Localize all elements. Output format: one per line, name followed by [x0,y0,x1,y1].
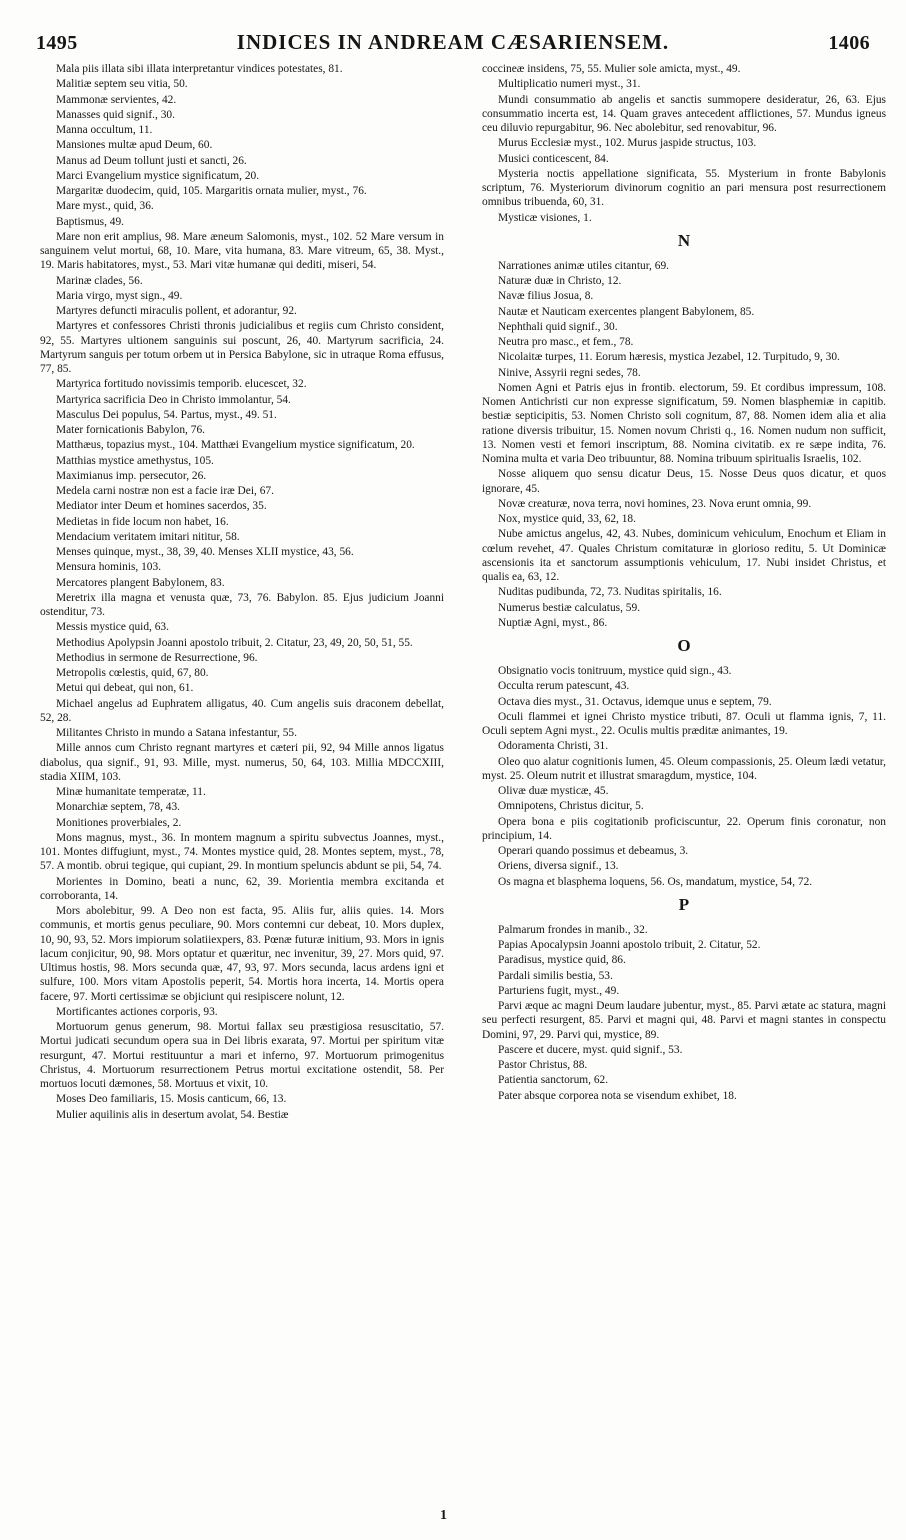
index-entry: Medela carni nostræ non est a facie iræ Dei, 67. [56,485,274,497]
index-entry: Nosse aliquem quo sensu dicatur Deus, 15. Nosse Deus quos dicatur, et quos ignorare, 45. [482,468,886,495]
index-entry: Manus ad Deum tollunt justi et sancti, 26. [56,154,247,167]
index-entry: Marci Evangelium mystice significatum, 20. [56,169,260,182]
index-entry: Nube amictus angelus, 42, 43. Nubes, dominicum vehiculum, Enochum et Eliam in cœlum revehet, 47. Quales Christum comitaturæ in glorioso reditu, 5. Ut Dominicæ ascensionis ita et sanctorum assumptionis vehiculum, 17. Nubi insidet Christus, et qualis ea, 63, 12. [482,528,886,583]
index-entry: Mala piis illata sibi illata interpretantur vindices potestates, 81. [56,63,343,75]
index-entry: Menses quinque, myst., 38, 39, 40. Menses XLII mystice, 43, 56. [56,546,354,558]
index-entry: Nicolaitæ turpes, 11. Eorum hæresis, mystica Jezabel, 12. Turpitudo, 9, 30. [498,351,840,364]
index-entry: Papias Apocalypsin Joanni apostolo tribuit, 2. Citatur, 52. [498,939,761,951]
index-entry: Navæ filius Josua, 8. [498,290,594,303]
index-entry: Mundi consummatio ab angelis et sanctis summopere desideratur, 26, 63. Ejus consummatio incerta est, 14. Quam graves antecedent afflictiones, 57. Mundus igneus ceu diluvio repurgabitur, 96. Nec abolebitur, sed renovabitur, 96. [482,93,886,134]
index-entry: Ninive, Assyrii regni sedes, 78. [498,366,641,379]
index-entry: Operari quando possimus et debeamus, 3. [498,845,689,857]
index-entry: Parturiens fugit, myst., 49. [498,984,620,997]
index-entry: Nox, mystice quid, 33, 62, 18. [498,513,636,525]
index-entry: Pascere et ducere, myst. quid signif., 53. [498,1043,683,1056]
index-entry: Mare non erit amplius, 98. Mare æneum Salomonis, myst., 102. 52 Mare versum in sanguinem velut mortui, 68, 10. Mare, vita humana, 83. Mare vitreum, 65, 38. Myst., 19. Maris habitatores, myst., 53. Mari vitæ humanæ qui dediti, miseri, 54. [40,230,444,272]
index-entry: Patientia sanctorum, 62. [498,1074,609,1087]
index-entry: Meretrix illa magna et venusta quæ, 73, 76. Babylon. 85. Ejus judicium Joanni ostenditur, 73. [40,591,444,618]
index-entry: Mare myst., quid, 36. [56,200,154,213]
index-entry: Manna occultum, 11. [56,124,153,136]
index-entry: Mille annos cum Christo regnant martyres et cæteri pii, 92, 94 Mille annos ligatus diabolus, qua signif., 91, 93. Mille, myst. numerus, 50, 64, 103. Millia MDCCXIII, stadia XIIM, 103. [40,742,444,783]
index-entry: Paradisus, mystice quid, 86. [498,954,626,967]
index-entry: Mons magnus, myst., 36. In montem magnum a spiritu subvectus Joannes, myst., 101. Montes diffugiunt, myst., 74. Montes mystice quid, 28. Montes septem, myst., 78, 57. A montib. obrui tegique, qui cupiant, 29. In montium speluncis abdunt se pii, 54, 74. [40,831,444,873]
index-entry: Mortificantes actiones corporis, 93. [56,1005,218,1018]
index-entry: Palmarum frondes in manib., 32. [498,923,648,936]
section-letter: P [678,894,690,914]
index-entry: Moses Deo familiaris, 15. Mosis canticum, 66, 13. [56,1093,287,1106]
index-entry: Naturæ duæ in Christo, 12. [498,275,622,287]
index-entry: Messis mystice quid, 63. [56,621,169,634]
index-entry: Mysteria noctis appellatione significata, 55. Mysterium in fronte Babylonis scriptum, 76. Mysteriorum divinorum cognitio an pari mensura post resurrectionem omnibus tribuenda, 60, 31. [482,167,886,209]
index-entry: Mensura hominis, 103. [56,561,162,574]
index-entry: Numerus bestiæ calculatus, 59. [498,601,641,614]
index-entry: Monitiones proverbiales, 2. [56,816,182,829]
index-entry: Mendacium veritatem imitari nititur, 58. [56,530,240,543]
index-entry: Nautæ et Nauticam exercentes plangent Babylonem, 85. [498,305,755,318]
right-column [482,62,886,1104]
index-entry: Manasses quid signif., 30. [56,108,175,121]
index-entry: Margaritæ duodecim, quid, 105. Margaritis ornata mulier, myst., 76. [56,185,367,197]
index-entry: Pardali similis bestia, 53. [498,969,613,982]
index-entry: Maria virgo, myst sign., 49. [56,289,183,302]
index-entry: Omnipotens, Christus dicitur, 5. [498,800,644,813]
index-entry: Minæ humanitate temperatæ, 11. [56,786,206,798]
index-entry-continued: coccineæ insidens, 75, 55. Mulier sole amicta, myst., 49. [482,63,741,75]
page-header [36,28,870,62]
index-entry: Oleo quo alatur cognitionis lumen, 45. Oleum compassionis, 25. Oleum lædi vetatur, myst. 25. Oleum nutrit et illustrat smaragdum, mystice, 104. [482,755,886,782]
index-entry: Matthias mystice amethystus, 105. [56,454,214,467]
index-entry: Oriens, diversa signif., 13. [498,860,619,873]
index-entry: Methodius in sermone de Resurrectione, 96. [56,651,258,664]
index-entry: Mortuorum genus generum, 98. Mortui fallax seu præstigiosa resuscitatio, 57. Mortui judicati secundum opera sua in Dei libris exarata, 97. Mortui per spiritum vitæ resurgunt, 47. Mortui restituuntur a mari et inferno, 97. Mortuorum primogenitus Christus, 4. Mortuorum resurrectionem Petrus mortui excitatione ostendit, 58. Per mortuos locuti dæmones, 58. Mortuus et vixit, 10. [40,1021,444,1090]
section-letter: O [677,636,691,655]
index-entry: Metui qui debeat, qui non, 61. [56,682,194,695]
index-entry: Morientes in Domino, beati a nunc, 62, 39. Morientia membra excitanda et corroboranta, 14. [40,875,444,902]
index-entry: Martyrica fortitudo novissimis temporib. elucescet, 32. [56,378,307,391]
footer-mark: 1 [440,1508,447,1523]
index-entry: Musici conticescent, 84. [498,152,609,165]
index-entry: Octava dies myst., 31. Octavus, idemque unus e septem, 79. [498,695,772,708]
index-entry: Mercatores plangent Babylonem, 83. [56,576,225,589]
page-number-left: 1495 [36,32,78,54]
index-entry: Martyres defuncti miraculis pollent, et adorantur, 92. [56,305,297,317]
index-entry: Michael angelus ad Euphratem alligatus, 40. Cum angelis suis draconem debellat, 52, 28. [40,697,444,724]
index-entry: Martyres et confessores Christi thronis judicialibus et regiis cum Christo consident, 92, 55. Martyres ultionem sanguinis sui poscunt, 26, 40. Martyrum sacrificia, 24. Martyrum sanguis per totum orbem ut in Persica Babylone, sic in utraque Roma effusus, 77, 85. [40,320,444,375]
index-entry: Novæ creaturæ, nova terra, novi homines, 23. Nova erunt omnia, 99. [498,497,812,510]
index-entry: Os magna et blasphema loquens, 56. Os, mandatum, mystice, 54, 72. [498,875,813,888]
index-entry: Monarchiæ septem, 78, 43. [56,801,181,814]
index-entry: Baptismus, 49. [56,215,125,228]
index-entry: Narrationes animæ utiles citantur, 69. [498,259,669,272]
index-entry: Nuptiæ Agni, myst., 86. [498,616,608,629]
page-title: INDICES IN ANDREAM CÆSARIENSEM. [236,30,670,54]
index-entry: Methodius Apolypsin Joanni apostolo tribuit, 2. Citatur, 23, 49, 20, 50, 51, 55. [56,636,413,649]
index-entry: Mansiones multæ apud Deum, 60. [56,139,213,152]
index-entry: Neutra pro masc., et fem., 78. [498,336,634,348]
index-entry: Pastor Christus, 88. [498,1059,588,1071]
index-entry: Masculus Dei populus, 54. Partus, myst., 49. 51. [56,408,277,421]
index-entry: Mysticæ visiones, 1. [498,211,592,224]
index-entry: Metropolis cœlestis, quid, 67, 80. [56,667,209,679]
index-entry: Militantes Christo in mundo a Satana infestantur, 55. [56,727,297,739]
index-entry: Mater fornicationis Babylon, 76. [56,424,205,436]
index-entry: Nuditas pudibunda, 72, 73. Nuditas spiritalis, 16. [498,586,722,599]
index-entry: Opera bona e piis cogitationib proficiscuntur, 22. Operum finis coronatur, non principium, 14. [482,815,886,842]
index-entry: Nephthali quid signif., 30. [498,320,618,333]
index-entry: Marinæ clades, 56. [56,274,143,287]
index-entry: Malitiæ septem seu vitia, 50. [56,78,188,91]
index-entry: Matthæus, topazius myst., 104. Matthæi Evangelium mystice significatum, 20. [56,439,415,452]
index-entry: Obsignatio vocis tonitruum, mystice quid sign., 43. [498,665,732,677]
index-entry: Pater absque corporea nota se visendum exhibet, 18. [498,1089,737,1102]
left-column [40,62,444,1123]
index-entry: Mediator inter Deum et homines sacerdos, 35. [56,500,267,513]
index-entry: Mulier aquilinis alis in desertum avolat, 54. Bestiæ [56,1108,289,1121]
index-entry: Maximianus imp. persecutor, 26. [56,469,207,482]
index-entry: Martyrica sacrificia Deo in Christo immolantur, 54. [56,393,291,406]
index-entry: Parvi æque ac magni Deum laudare jubentur, myst., 85. Parvi ætate ac statura, magni seu perfecti resurgent, 85. Parvi et magni qui, 48. Parvi et magni stantes in conspectu Domini, 97, 29. Parvi qui, mystice, 89. [482,1000,886,1041]
index-entry: Multiplicatio numeri myst., 31. [498,78,641,91]
index-entry: Occulta rerum patescunt, 43. [498,680,630,693]
index-entry: Medietas in fide locum non habet, 16. [56,515,229,528]
page-number-right: 1406 [828,32,870,54]
index-entry: Mors abolebitur, 99. A Deo non est facta, 95. Aliis fur, aliis quies. 14. Mors communis, et mortis genus peculiare, 90. Mors contemni cur debeat, 10. Mors duplex, 10, 90, 93, 52. Mors impiorum solatiiexpers, 83. Pœnæ futuræ initium, 93. Mors in ignis lacum conjicitur, 90, 98. Mors optatur et quæritur, nec invenitur, 39, 27. Mors quid, 97. Ultimus hostis, 98. Mors secunda quæ, 47, 93, 97. Mors secunda, lacus ardens igni et sulfure, 100. Mors vitam Apostolis peperit, 54. Mortis hora incerta, 14. Mortis opera facere, 97. Morti certissimæ se objiciunt qui resipiscere nolunt, 12. [40,905,444,1003]
index-entry: Murus Ecclesiæ myst., 102. Murus jaspide structus, 103. [498,137,757,150]
index-entry: Oculi flammei et ignei Christo mystice tributi, 87. Oculi ut flamma ignis, 7, 11. Oculi septem Agni myst., 22. Oculis multis præditæ animantes, 19. [482,710,886,737]
section-letter: N [677,230,691,250]
index-entry: Mammonæ servientes, 42. [56,93,177,106]
index-entry: Nomen Agni et Patris ejus in frontib. electorum, 59. Et cordibus impressum, 108. Nomen Antichristi cur non expresse significatum, 59. Nomen blasphemiæ in capitib. bestiæ septicipitis, 53. Nomen Christo soli cognitum, 87, 88. Nomen idem alia et alia ratione diversis tribuitur, 15. Nomen novum Christi q., 16. Nomen nudum non sufficit, 13. Nomen vesti et femori inscriptum, 88. Nomina civitatib. ex re sæpe indita, 76. Nomina multa et varia Deo tribuuntur, 88. Nomina tribuum spiritualis Israelis, 102. [482,381,886,465]
index-entry: Olivæ duæ mysticæ, 45. [498,785,609,797]
index-entry: Odoramenta Christi, 31. [498,740,609,753]
